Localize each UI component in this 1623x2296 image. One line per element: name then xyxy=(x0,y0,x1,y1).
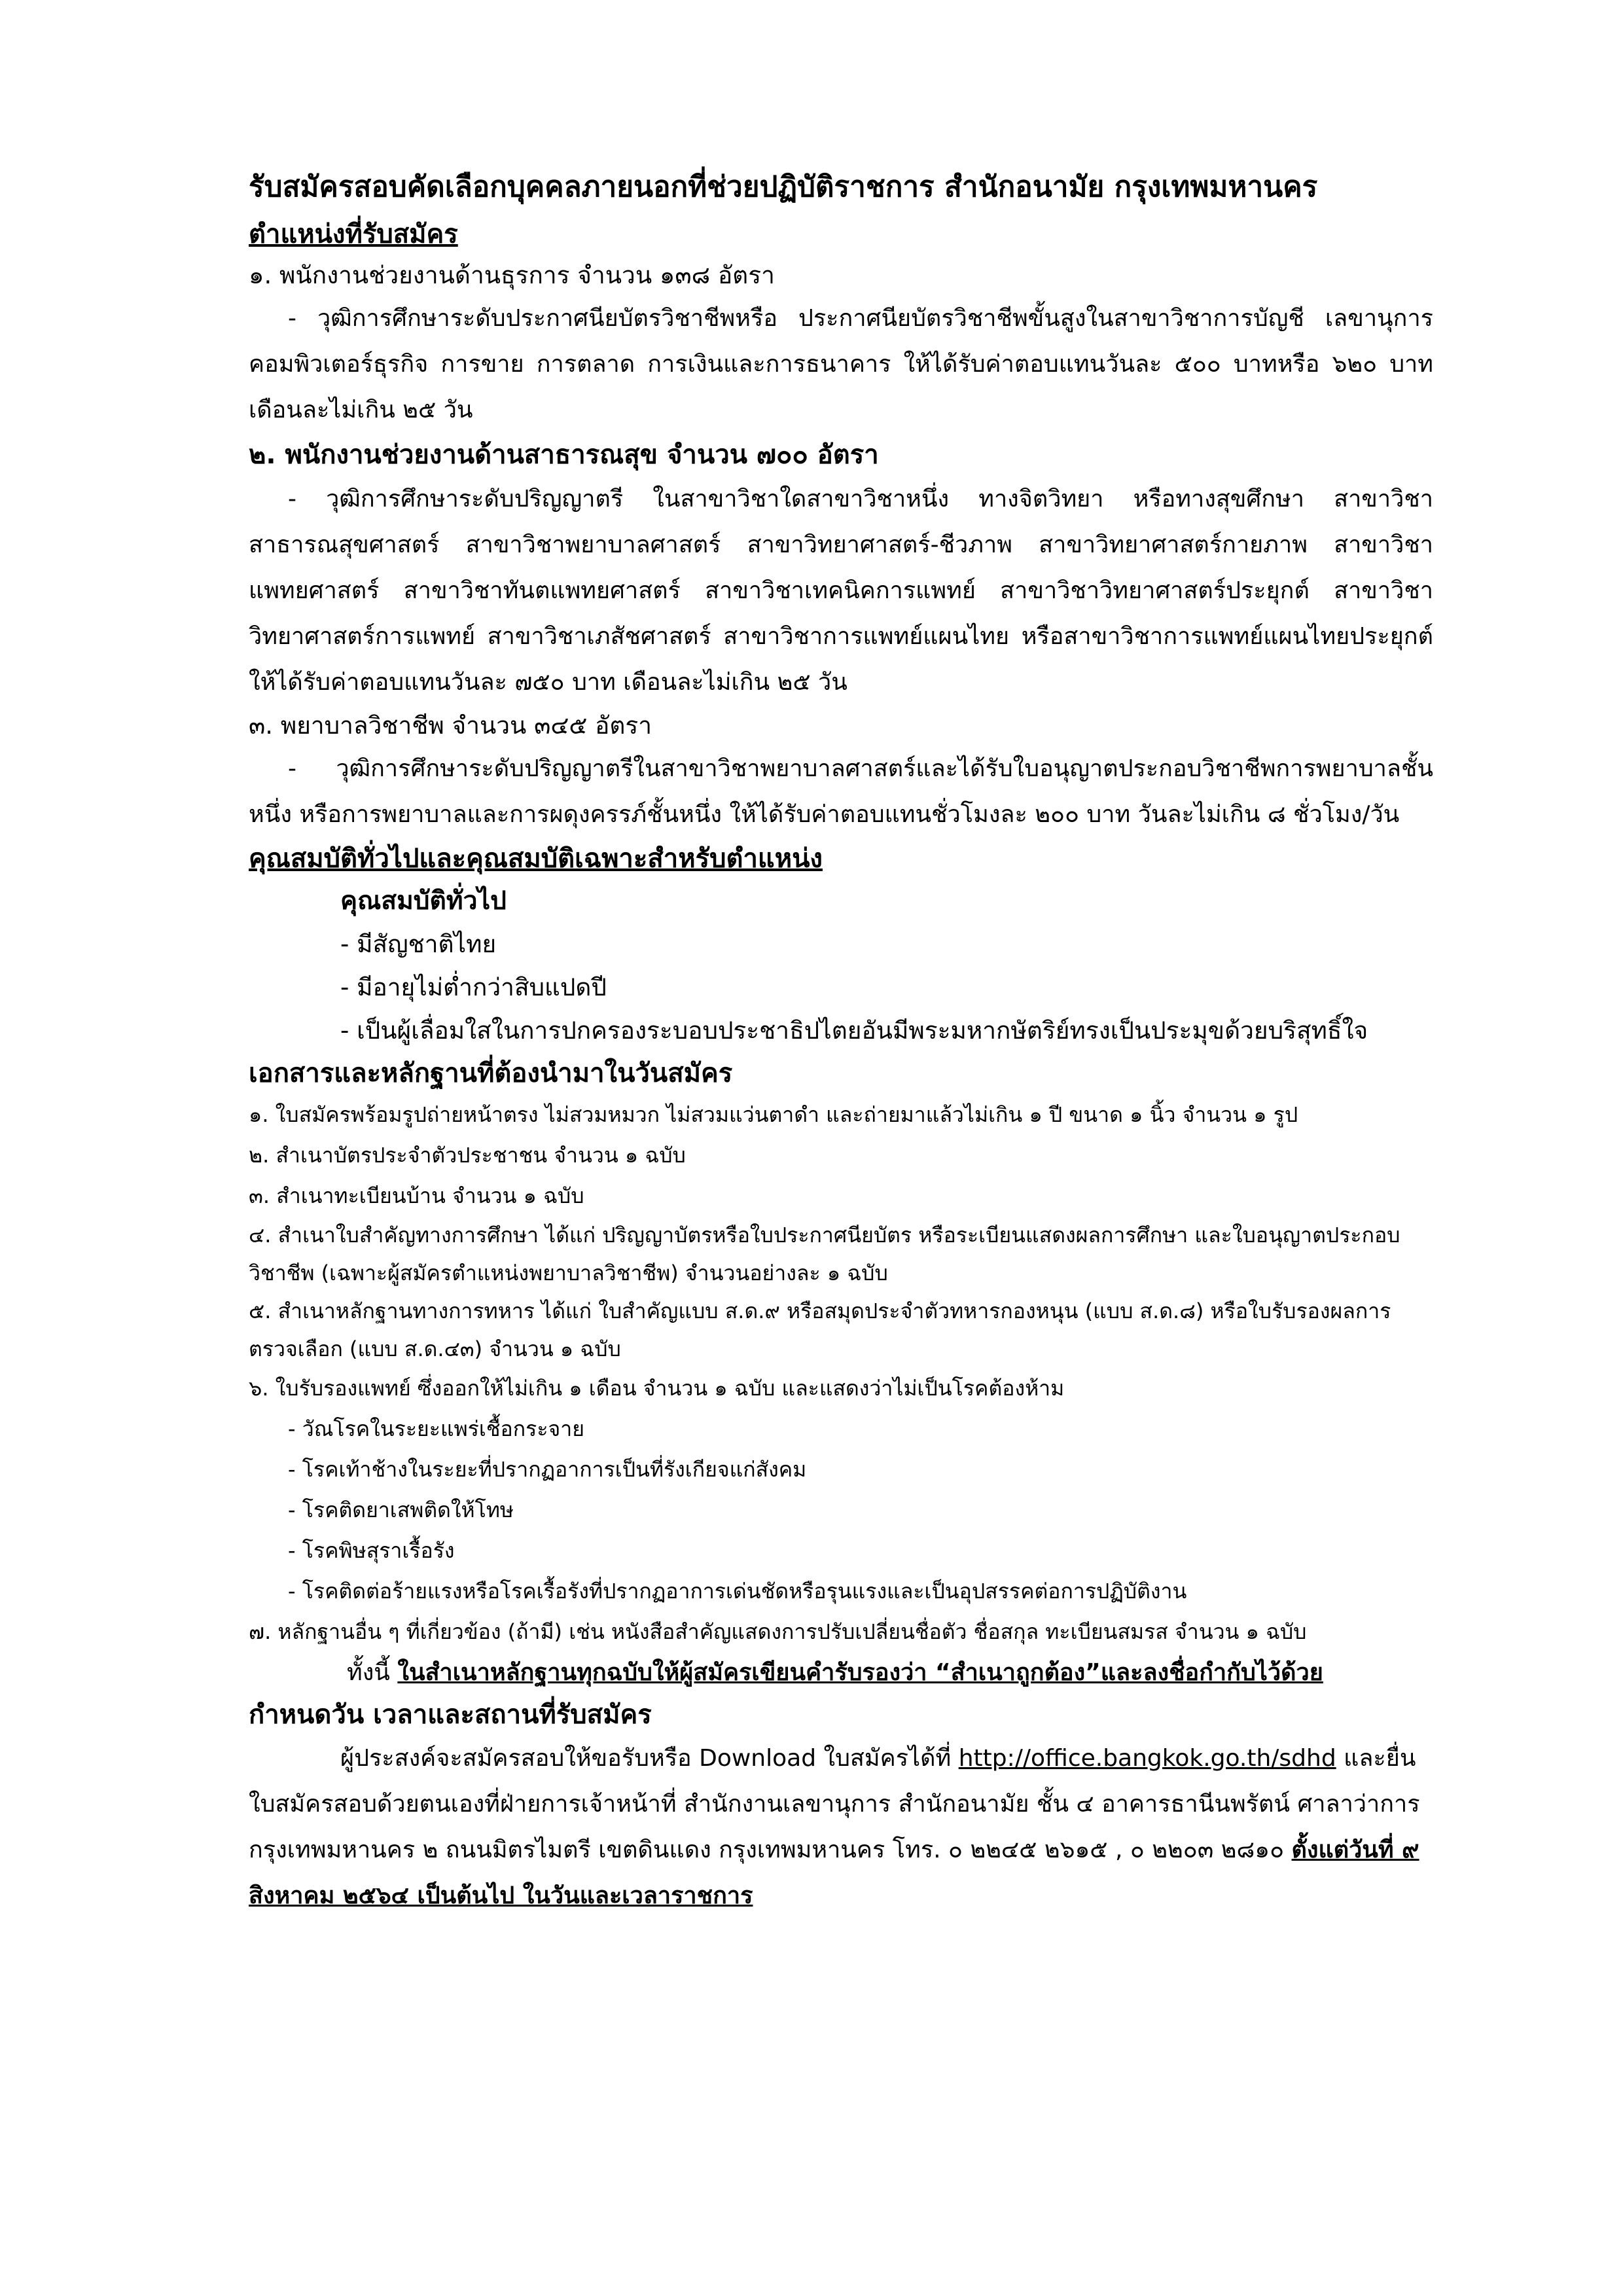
qualifications-heading: คุณสมบัติทั่วไปและคุณสมบัติเฉพาะสำหรับตำแหน่ง xyxy=(249,844,823,874)
document-title: รับสมัครสอบคัดเลือกบุคคลภายนอกที่ช่วยปฏิบัติราชการ สำนักอนามัย กรุงเทพมหานคร xyxy=(249,170,1318,204)
position-3-detail: - วุฒิการศึกษาระดับปริญญาตรีในสาขาวิชาพยาบาลศาสตร์และได้รับใบอนุญาตประกอบวิชาชีพการพยาบาลชั้นหนึ่ง หรือการพยาบาลและการผดุงครรภ์ชั้นหนึ่ง ให้ได้รับค่าตอบแทนชั่วโมงละ ๒๐๐ บาท วันละไม่เกิน ๘ ชั่วโมง/วัน xyxy=(249,755,1433,828)
general-qualification-item: - มีสัญชาติไทย xyxy=(340,930,497,958)
apply-text-1: ผู้ประสงค์จะสมัครสอบให้ขอรับหรือ Download ใบสมัครได้ที่ xyxy=(340,1745,959,1772)
document-item-7: ๗. หลักฐานอื่น ๆ ที่เกี่ยวข้อง (ถ้ามี) เช่น หนังสือสำคัญแสดงการปรับเปลี่ยนชื่อตัว ชื่อสกุล ทะเบียนสมรส จำนวน ๑ ฉบับ xyxy=(249,1619,1307,1644)
download-link[interactable]: http://office.bangkok.go.th/sdhd xyxy=(958,1745,1336,1772)
disease-item: - โรคเท้าช้างในระยะที่ปรากฏอาการเป็นที่รังเกียจแก่สังคม xyxy=(288,1457,807,1482)
documents-heading: เอกสารและหลักฐานที่ต้องนำมาในวันสมัคร xyxy=(249,1058,733,1088)
document-item-2: ๒. สำเนาบัตรประจำตัวประชาชน จำนวน ๑ ฉบับ xyxy=(249,1143,686,1168)
position-3-heading: ๓. พยาบาลวิชาชีพ จำนวน ๓๔๕ อัตรา xyxy=(249,711,652,740)
document-page xyxy=(249,164,1433,1919)
position-2-heading: ๒. พนักงานช่วยงานด้านสาธารณสุข จำนวน ๗๐๐ อัตรา xyxy=(249,440,879,470)
general-qualification-item: - มีอายุไม่ต่ำกว่าสิบแปดปี xyxy=(340,973,607,1001)
disease-item: - โรคติดต่อร้ายแรงหรือโรคเรื้อรังที่ปรากฏอาการเด่นชัดหรือรุนแรงและเป็นอุปสรรคต่อการปฏิบัติงาน xyxy=(288,1579,1187,1604)
application-date: ตั้งแต่วันที่ ๙ สิงหาคม ๒๕๖๔ เป็นต้นไป ในวันและเวลาราชการ xyxy=(249,1837,1419,1909)
position-1-detail: - วุฒิการศึกษาระดับประกาศนียบัตรวิชาชีพหรือ ประกาศนียบัตรวิชาชีพขั้นสูงในสาขาวิชาการบัญชี เลขานุการ คอมพิวเตอร์ธุรกิจ การขาย การตลาด การเงินและการธนาคาร ให้ได้รับค่าตอบแทนวันละ ๕๐๐ บาทหรือ ๖๒๐ บาท เดือนละไม่เกิน ๒๕ วัน xyxy=(249,305,1433,423)
general-qualification-item: - เป็นผู้เลื่อมใสในการปกครองระบอบประชาธิปไตยอันมีพระมหากษัตริย์ทรงเป็นประมุขด้วยบริสุทธิ์ใจ xyxy=(340,1016,1368,1045)
document-item-1: ๑. ใบสมัครพร้อมรูปถ่ายหน้าตรง ไม่สวมหมวก ไม่สวมแว่นตาดำ และถ่ายมาแล้วไม่เกิน ๑ ปี ขนาด ๑ นิ้ว จำนวน ๑ รูป xyxy=(249,1102,1298,1127)
note-prefix: ทั้งนี้ xyxy=(347,1659,398,1686)
document-item-5: ๕. สำเนาหลักฐานทางการทหาร ได้แก่ ใบสำคัญแบบ ส.ด.๙ หรือสมุดประจำตัวทหารกองหนุน (แบบ ส.ด.๘) หรือใบรับรองผลการตรวจเลือก (แบบ ส.ด.๔๓) จำนวน ๑ ฉบับ xyxy=(249,1299,1391,1361)
certification-note xyxy=(249,1652,1433,1694)
positions-heading: ตำแหน่งที่รับสมัคร xyxy=(249,219,458,249)
position-1-heading: ๑. พนักงานช่วยงานด้านธุรการ จำนวน ๑๓๘ อัตรา xyxy=(249,261,775,289)
note-underlined-text: ในสำเนาหลักฐานทุกฉบับให้ผู้สมัครเขียนคำรับรองว่า “สำเนาถูกต้อง”และลงชื่อกำกับไว้ด้วย xyxy=(397,1659,1323,1686)
general-qualifications-heading: คุณสมบัติทั่วไป xyxy=(340,886,507,916)
document-item-6: ๖. ใบรับรองแพทย์ ซึ่งออกให้ไม่เกิน ๑ เดือน จำนวน ๑ ฉบับ และแสดงว่าไม่เป็นโรคต้องห้าม xyxy=(249,1376,1065,1401)
application-paragraph xyxy=(249,1736,1433,1919)
document-item-4: ๔. สำเนาใบสำคัญทางการศึกษา ได้แก่ ปริญญาบัตรหรือใบประกาศนียบัตร หรือระเบียนแสดงผลการศึกษา และใบอนุญาตประกอบวิชาชีพ (เฉพาะผู้สมัครตำแหน่งพยาบาลวิชาชีพ) จำนวนอย่างละ ๑ ฉบับ xyxy=(249,1223,1400,1285)
disease-item: - โรคพิษสุราเรื้อรัง xyxy=(288,1538,455,1563)
schedule-heading: กำหนดวัน เวลาและสถานที่รับสมัคร xyxy=(249,1700,652,1730)
document-item-3: ๓. สำเนาทะเบียนบ้าน จำนวน ๑ ฉบับ xyxy=(249,1183,584,1208)
disease-item: - โรคติดยาเสพติดให้โทษ xyxy=(288,1498,514,1522)
apply-text-2: และยื่นใบสมัครสอบด้วยตนเองที่ฝ่ายการเจ้าหน้าที่ สำนักงานเลขานุการ สำนักอนามัย ชั้น ๔ อาคารธานีนพรัตน์ ศาลาว่าการกรุงเทพมหานคร ๒ ถนนมิตรไมตรี เขตดินแดง กรุงเทพมหานคร โทร. ๐ ๒๒๔๕ ๒๖๑๕ , ๐ ๒๒๐๓ ๒๘๑๐ xyxy=(249,1745,1420,1863)
disease-item: - วัณโรคในระยะแพร่เชื้อกระจาย xyxy=(288,1416,584,1441)
position-2-detail: - วุฒิการศึกษาระดับปริญญาตรี ในสาขาวิชาใดสาขาวิชาหนึ่ง ทางจิตวิทยา หรือทางสุขศึกษา สาขาวิชาสาธารณสุขศาสตร์ สาขาวิชาพยาบาลศาสตร์ สาขาวิทยาศาสตร์-ชีวภาพ สาขาวิทยาศาสตร์กายภาพ สาขาวิชาแพทยศาสตร์ สาขาวิชาทันตแพทยศาสตร์ สาขาวิชาเทคนิคการแพทย์ สาขาวิชาวิทยาศาสตร์ประยุกต์ สาขาวิชาวิทยาศาสตร์การแพทย์ สาขาวิชาเภสัชศาสตร์ สาขาวิชาการแพทย์แผนไทย หรือสาขาวิชาการแพทย์แผนไทยประยุกต์ ให้ได้รับค่าตอบแทนวันละ ๗๕๐ บาท เดือนละไม่เกิน ๒๕ วัน xyxy=(249,486,1433,696)
